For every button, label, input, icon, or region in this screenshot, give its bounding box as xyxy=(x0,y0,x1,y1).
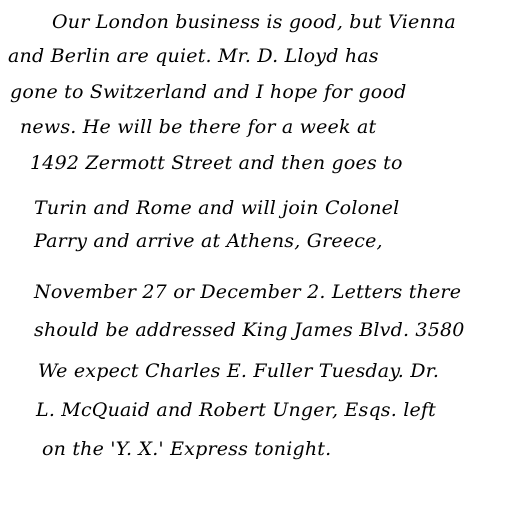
letter-line-3: gone to Switzerland and I hope for good xyxy=(10,81,407,103)
letter-line-8: November 27 or December 2. Letters there xyxy=(34,281,462,303)
letter-line-10: We expect Charles E. Fuller Tuesday. Dr. xyxy=(38,360,440,382)
letter-line-9: should be addressed King James Blvd. 3580 xyxy=(34,319,465,341)
letter-line-1: Our London business is good, but Vienna xyxy=(52,11,456,33)
letter-line-7: Parry and arrive at Athens, Greece, xyxy=(34,230,383,252)
letter-line-4: news. He will be there for a week at xyxy=(20,116,377,138)
letter-line-12: on the 'Y. X.' Express tonight. xyxy=(42,438,332,460)
letter-line-5: 1492 Zermott Street and then goes to xyxy=(30,152,403,174)
letter-line-11: L. McQuaid and Robert Unger, Esqs. left xyxy=(36,399,437,421)
letter-line-6: Turin and Rome and will join Colonel xyxy=(34,197,400,219)
letter-line-2: and Berlin are quiet. Mr. D. Lloyd has xyxy=(8,45,379,67)
